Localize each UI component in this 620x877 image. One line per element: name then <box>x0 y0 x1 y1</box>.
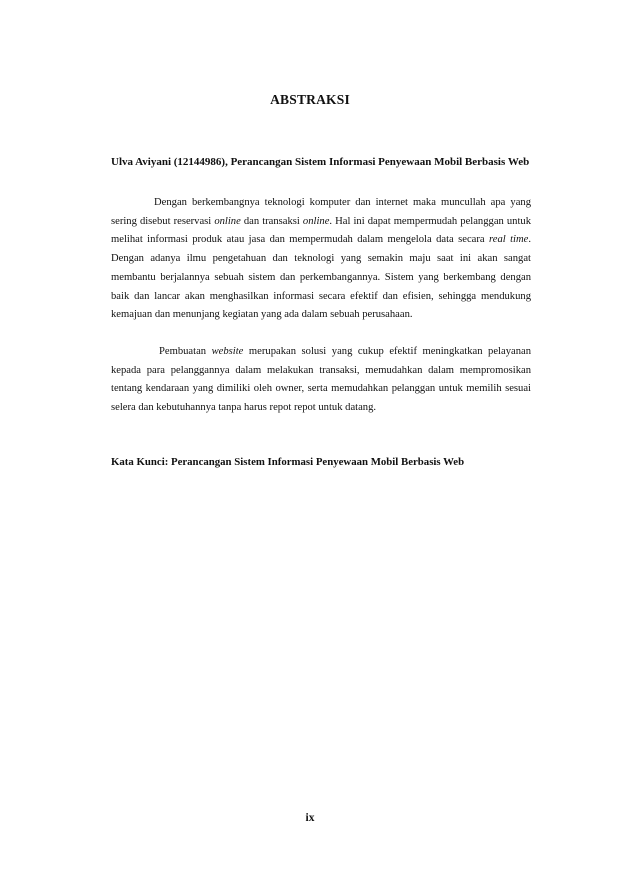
abstract-paragraph-1 <box>111 194 531 325</box>
author-heading: Ulva Aviyani (12144986), Perancangan Sistem Informasi Penyewaan Mobil Berbasis Web <box>111 156 530 168</box>
italic-term-website: website <box>211 346 244 357</box>
paragraph-text: merupakan solusi yang cukup efektif meningkatkan pelayanan kepada para pelanggannya dalam melakukan transaksi, memudahkan dalam mempromosikan tentang kendaraan yang dimiliki oleh owner, serta memudahkan pelanggan untuk memilih sesuai selera dan kebutuhannya tanpa harus repot repot untuk datang. <box>111 346 531 414</box>
document-title: ABSTRAKSI <box>270 92 350 107</box>
paragraph-text: Dengan berkembangnya teknologi komputer dan internet maka muncullah apa yang sering disebut reservasi <box>111 197 531 227</box>
italic-term-online: online <box>302 215 330 227</box>
keywords-line: Kata Kunci: Perancangan Sistem Informasi Penyewaan Mobil Berbasis Web <box>111 456 465 468</box>
paragraph-text: . Hal ini dapat mempermudah pelanggan untuk melihat informasi produk atau jasa dan mempermudah dalam mengelola data secara <box>111 215 532 246</box>
page-number: ix <box>305 812 315 824</box>
abstract-paragraph-2 <box>111 343 531 418</box>
paragraph-text: . Dengan adanya ilmu pengetahuan dan teknologi yang semakin maju saat ini akan sangat membantu berjalannya sebuah sistem dan perkembangannya. Sistem yang berkembang dengan baik dan lancar akan menghasilkan informasi secara efektif dan efisien, sehingga mendukung kemajuan dan menunjang kegiatan yang ada dalam sebuah perusahaan. <box>111 234 531 321</box>
italic-term-online: online <box>214 215 241 227</box>
paragraph-text: dan transaksi <box>240 215 303 227</box>
paragraph-text: Pembuatan <box>159 346 212 357</box>
italic-term-real-time: real time <box>489 234 529 246</box>
